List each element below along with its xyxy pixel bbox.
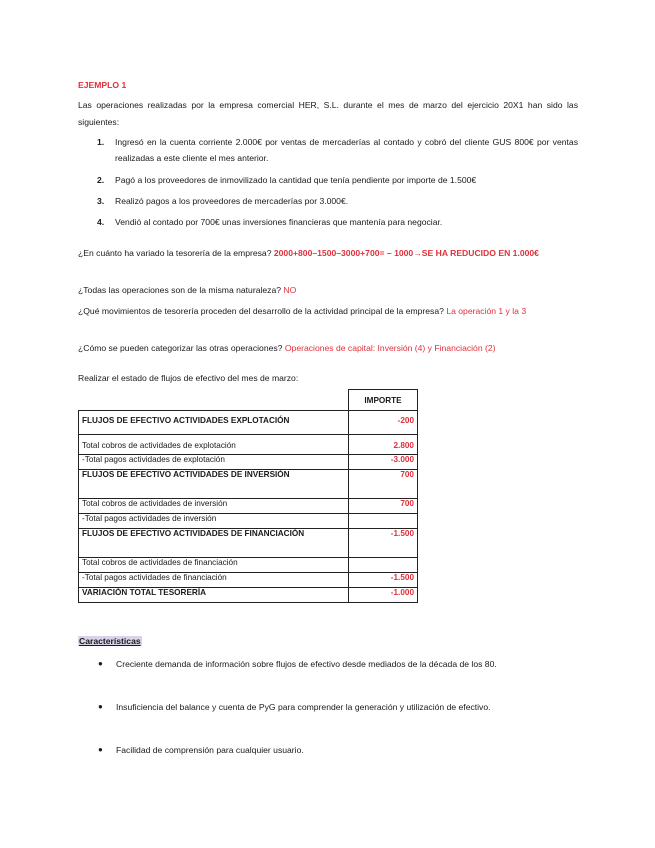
- table-intro: Realizar el estado de flujos de efectivo del mes de marzo:: [78, 373, 299, 383]
- table-row: [79, 573, 418, 588]
- row-value: -1.000: [349, 588, 418, 603]
- operation-number: 1.: [97, 137, 105, 147]
- question-text: ¿Cómo se pueden categorizar las otras operaciones?: [78, 343, 283, 353]
- operation-number: 3.: [97, 196, 105, 206]
- operation-text: Realizó pagos a los proveedores de mercaderías por 3.000€.: [115, 196, 349, 206]
- table-row: [79, 470, 418, 499]
- row-label: -Total pagos actividades de explotación: [79, 455, 349, 470]
- row-value: 700: [349, 470, 418, 499]
- table-header-blank: [79, 390, 349, 411]
- operation-number: 2.: [97, 175, 105, 185]
- question-text: ¿Qué movimientos de tesorería proceden del desarrollo de la actividad principal de la empresa?: [78, 306, 444, 316]
- table-row: [79, 514, 418, 529]
- row-value: -3.000: [349, 455, 418, 470]
- row-value: -1.500: [349, 529, 418, 558]
- operation-number: 4.: [97, 217, 105, 227]
- answer-text: NO: [283, 285, 297, 295]
- row-label: -Total pagos actividades de financiación: [79, 573, 349, 588]
- intro-paragraph: Las operaciones realizadas por la empresa comercial HER, S.L. durante el mes de marzo del ejercicio 20X1 han sido las siguientes:: [78, 100, 578, 127]
- row-value: 700: [349, 499, 418, 514]
- row-label: Total cobros de actividades de explotación: [79, 441, 349, 455]
- cash-flow-table: [78, 389, 418, 603]
- bullet-icon: ●: [98, 659, 103, 668]
- question-categorize: [78, 340, 578, 357]
- list-item-text: Facilidad de comprensión para cualquier usuario.: [116, 745, 304, 755]
- bullet-icon: ●: [98, 745, 103, 754]
- operation-text: Vendió al contado por 700€ unas inversiones financieras que mantenía para negociar.: [115, 217, 443, 227]
- row-value: [349, 514, 418, 529]
- operation-text: Ingresó en la cuenta corriente 2.000€ por ventas de mercaderías al contado y cobró del cliente GUS 800€ por ventas realizadas a este cliente el mes anterior.: [115, 137, 578, 163]
- row-label: VARIACIÓN TOTAL TESORERÍA: [79, 588, 349, 603]
- row-label: FLUJOS DE EFECTIVO ACTIVIDADES EXPLOTACIÓN: [79, 411, 349, 435]
- row-label: FLUJOS DE EFECTIVO ACTIVIDADES DE INVERSIÓN: [79, 470, 349, 499]
- row-label: -Total pagos actividades de inversión: [79, 514, 349, 529]
- question-text: ¿Todas las operaciones son de la misma naturaleza?: [78, 285, 282, 295]
- list-item-text: Insuficiencia del balance y cuenta de PyG para comprender la generación y utilización de efectivo.: [116, 702, 491, 712]
- row-value: [349, 558, 418, 573]
- answer-text: Operaciones de capital: Inversión (4) y Financiación (2): [284, 343, 496, 353]
- list-item-text: Creciente demanda de información sobre flujos de efectivo desde mediados de la década de los 80.: [116, 659, 497, 669]
- question-treasury-change: [78, 245, 578, 262]
- table-header-importe: IMPORTE: [349, 390, 418, 411]
- bullet-icon: ●: [98, 702, 103, 711]
- row-value: -1.500: [349, 573, 418, 588]
- row-value: 2.800: [349, 441, 418, 455]
- row-label: Total cobros de actividades de inversión: [79, 499, 349, 514]
- table-row: [79, 558, 418, 573]
- table-row: [79, 529, 418, 558]
- table-header-row: [79, 390, 418, 411]
- question-main-activity: [78, 303, 578, 320]
- row-label: Total cobros de actividades de financiación: [79, 558, 349, 573]
- row-label: FLUJOS DE EFECTIVO ACTIVIDADES DE FINANCIACIÓN: [79, 529, 349, 558]
- question-text: ¿En cuánto ha variado la tesorería de la empresa?: [78, 248, 272, 258]
- example-title: EJEMPLO 1: [78, 80, 127, 90]
- operation-text: Pagó a los proveedores de inmovilizado la cantidad que tenía pendiente por importe de 1.500€: [115, 175, 477, 185]
- table-row: [79, 588, 418, 603]
- question-same-nature: [78, 282, 578, 299]
- answer-text: 2000+800–1500–3000+700= – 1000→SE HA REDUCIDO EN 1.000€: [273, 248, 539, 258]
- row-value: -200: [349, 411, 418, 435]
- answer-text: La operación 1 y la 3: [446, 306, 527, 316]
- characteristics-title: Características: [79, 636, 141, 646]
- table-row: [79, 441, 418, 455]
- table-row: [79, 411, 418, 435]
- table-row: [79, 499, 418, 514]
- table-row: [79, 455, 418, 470]
